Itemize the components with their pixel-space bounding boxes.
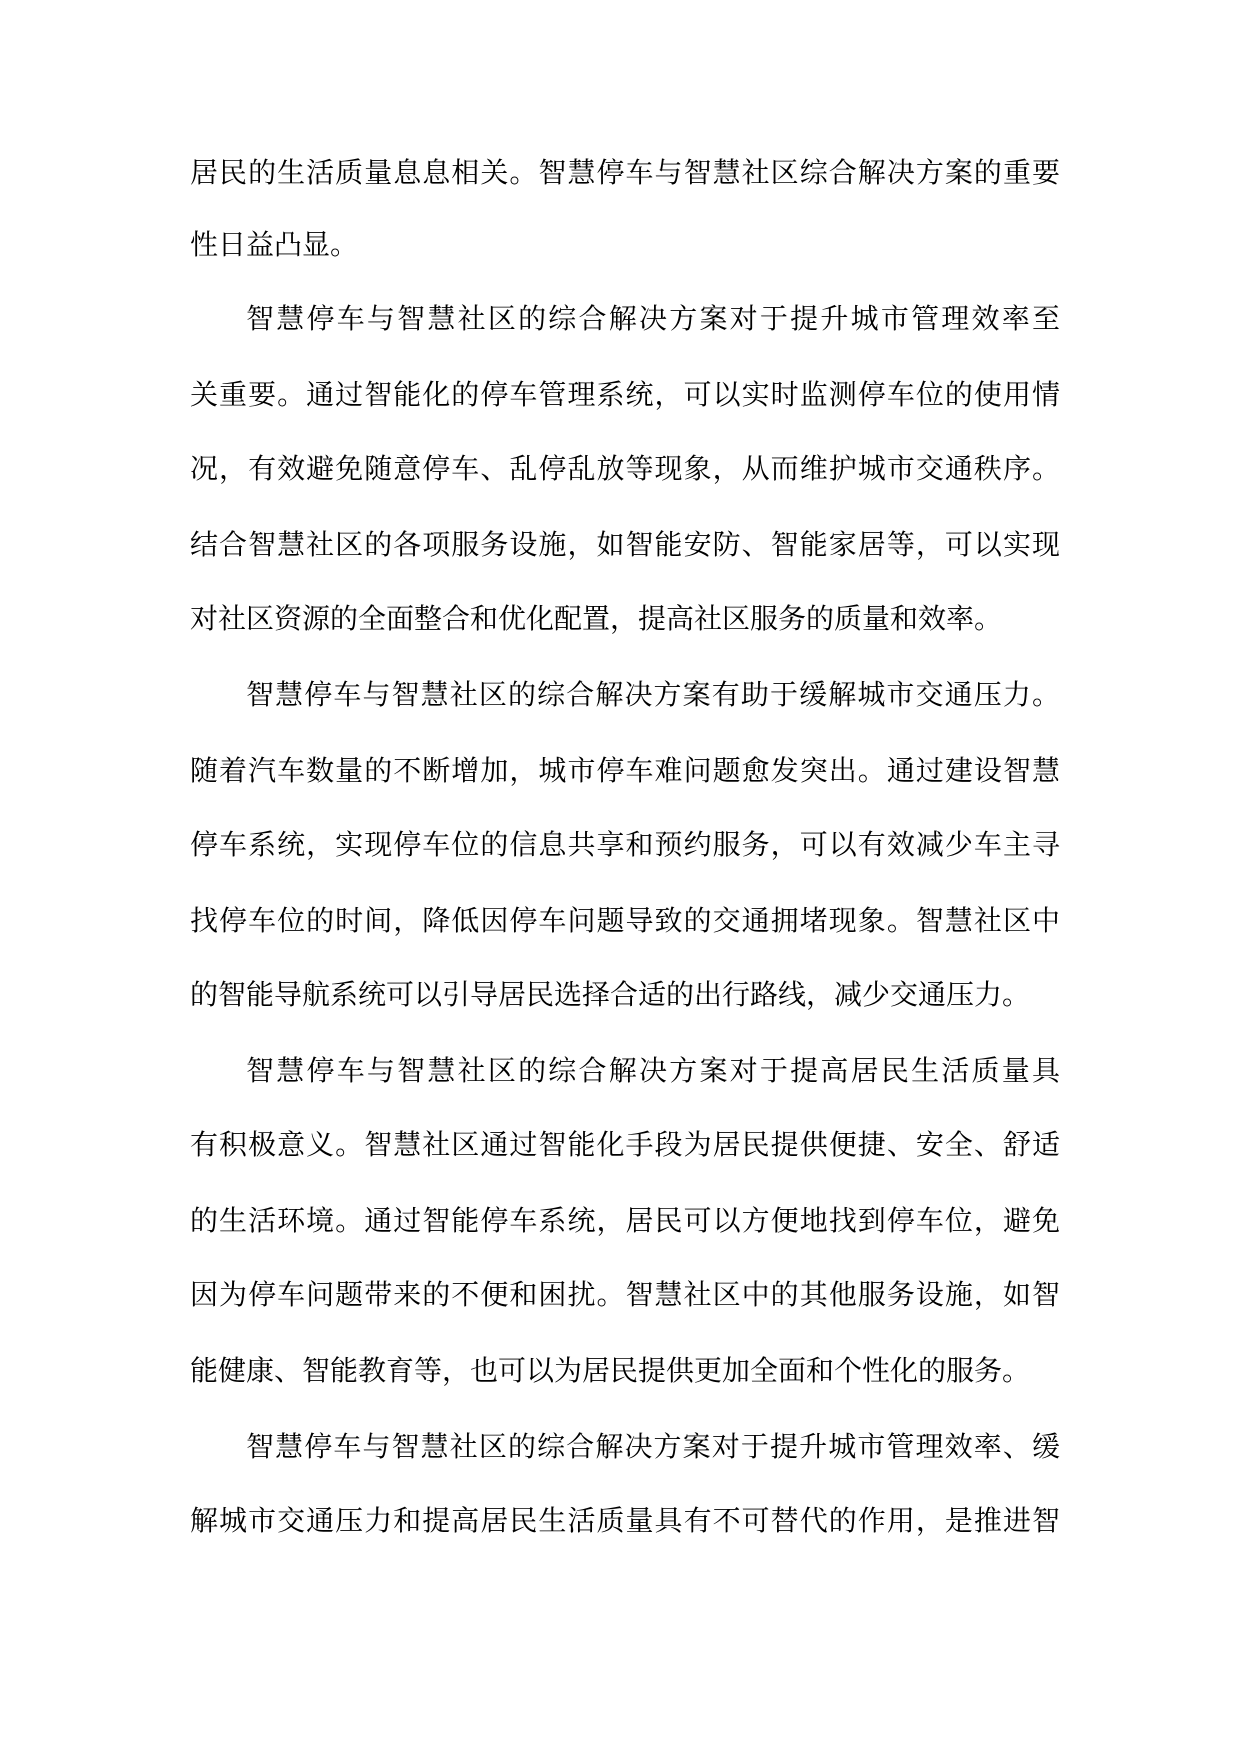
text-line: 因为停车问题带来的不便和困扰。智慧社区中的其他服务设施，如智: [190, 1278, 1060, 1311]
paragraph-first-line: 智慧停车与智慧社区的综合解决方案对于提高居民生活质量具: [246, 1054, 1060, 1087]
text-line: 的智能导航系统可以引导居民选择合适的出行路线，减少交通压力。: [190, 978, 1031, 1011]
text-line: 结合智慧社区的各项服务设施，如智能安防、智能家居等，可以实现: [190, 528, 1060, 561]
text-line: 的生活环境。通过智能停车系统，居民可以方便地找到停车位，避免: [190, 1204, 1060, 1237]
text-line: 对社区资源的全面整合和优化配置，提高社区服务的质量和效率。: [190, 602, 1003, 635]
text-line: 居民的生活质量息息相关。智慧停车与智慧社区综合解决方案的重要: [190, 156, 1060, 189]
text-line: 性日益凸显。: [190, 228, 359, 261]
text-line: 解城市交通压力和提高居民生活质量具有不可替代的作用，是推进智: [190, 1504, 1060, 1537]
text-line: 找停车位的时间，降低因停车问题导致的交通拥堵现象。智慧社区中: [190, 904, 1060, 937]
text-line: 能健康、智能教育等，也可以为居民提供更加全面和个性化的服务。: [190, 1354, 1031, 1387]
text-line: 况，有效避免随意停车、乱停乱放等现象，从而维护城市交通秩序。: [190, 452, 1060, 485]
text-line: 关重要。通过智能化的停车管理系统，可以实时监测停车位的使用情: [190, 378, 1060, 411]
paragraph-first-line: 智慧停车与智慧社区的综合解决方案对于提升城市管理效率至: [246, 302, 1060, 335]
text-line: 随着汽车数量的不断增加，城市停车难问题愈发突出。通过建设智慧: [190, 754, 1060, 787]
text-line: 有积极意义。智慧社区通过智能化手段为居民提供便捷、安全、舒适: [190, 1128, 1060, 1161]
paragraph-first-line: 智慧停车与智慧社区的综合解决方案对于提升城市管理效率、缓: [246, 1430, 1060, 1463]
paragraph-first-line: 智慧停车与智慧社区的综合解决方案有助于缓解城市交通压力。: [246, 678, 1060, 711]
text-line: 停车系统，实现停车位的信息共享和预约服务，可以有效减少车主寻: [190, 828, 1060, 861]
